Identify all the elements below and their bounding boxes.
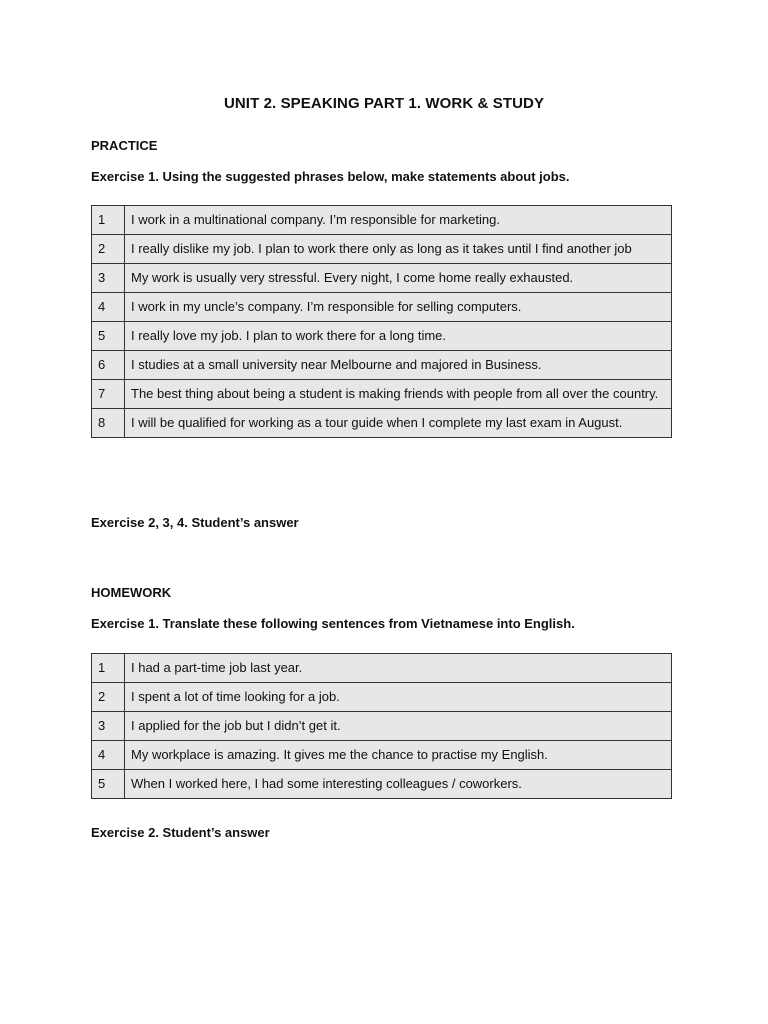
row-number: 1: [92, 654, 125, 683]
row-number: 3: [92, 712, 125, 741]
row-text: I work in a multinational company. I’m responsible for marketing.: [125, 206, 672, 235]
row-text: I had a part-time job last year.: [125, 654, 672, 683]
row-text: I studies at a small university near Melbourne and majored in Business.: [125, 351, 672, 380]
row-number: 6: [92, 351, 125, 380]
table-row: [92, 712, 672, 741]
practice-exercise1-label: Exercise 1. Using the suggested phrases below, make statements about jobs.: [91, 169, 570, 184]
row-number: 1: [92, 206, 125, 235]
page-title: UNIT 2. SPEAKING PART 1. WORK & STUDY: [223, 95, 545, 112]
row-number: 2: [92, 683, 125, 712]
row-text: The best thing about being a student is making friends with people from all over the country.: [125, 380, 672, 409]
table-row: [92, 351, 672, 380]
row-text: My workplace is amazing. It gives me the chance to practise my English.: [125, 741, 672, 770]
row-text: My work is usually very stressful. Every night, I come home really exhausted.: [125, 264, 672, 293]
homework-heading: HOMEWORK: [91, 585, 172, 600]
row-text: I applied for the job but I didn’t get it.: [125, 712, 672, 741]
homework-exercise1-label: Exercise 1. Translate these following sentences from Vietnamese into English.: [91, 616, 575, 631]
row-text: I really dislike my job. I plan to work there only as long as it takes until I find another job: [125, 235, 672, 264]
row-text: I really love my job. I plan to work there for a long time.: [125, 322, 672, 351]
practice-exercise234-label: Exercise 2, 3, 4. Student’s answer: [91, 515, 299, 530]
table-row: [92, 770, 672, 799]
row-number: 3: [92, 264, 125, 293]
row-number: 7: [92, 380, 125, 409]
row-number: 8: [92, 409, 125, 438]
row-number: 5: [92, 770, 125, 799]
table-row: [92, 654, 672, 683]
table-row: [92, 380, 672, 409]
table-row: [92, 322, 672, 351]
practice-exercise1-table: [91, 205, 672, 438]
practice-heading: PRACTICE: [91, 138, 158, 153]
table-row: [92, 264, 672, 293]
row-number: 4: [92, 293, 125, 322]
row-number: 5: [92, 322, 125, 351]
table-row: [92, 235, 672, 264]
table-row: [92, 293, 672, 322]
row-text: When I worked here, I had some interesting colleagues / coworkers.: [125, 770, 672, 799]
table-row: [92, 683, 672, 712]
table-row: [92, 741, 672, 770]
row-text: I work in my uncle’s company. I’m responsible for selling computers.: [125, 293, 672, 322]
homework-exercise1-table: [91, 653, 672, 799]
table-row: [92, 409, 672, 438]
row-text: I will be qualified for working as a tour guide when I complete my last exam in August.: [125, 409, 672, 438]
row-text: I spent a lot of time looking for a job.: [125, 683, 672, 712]
row-number: 4: [92, 741, 125, 770]
table-row: [92, 206, 672, 235]
homework-exercise2-label: Exercise 2. Student’s answer: [91, 825, 270, 840]
row-number: 2: [92, 235, 125, 264]
